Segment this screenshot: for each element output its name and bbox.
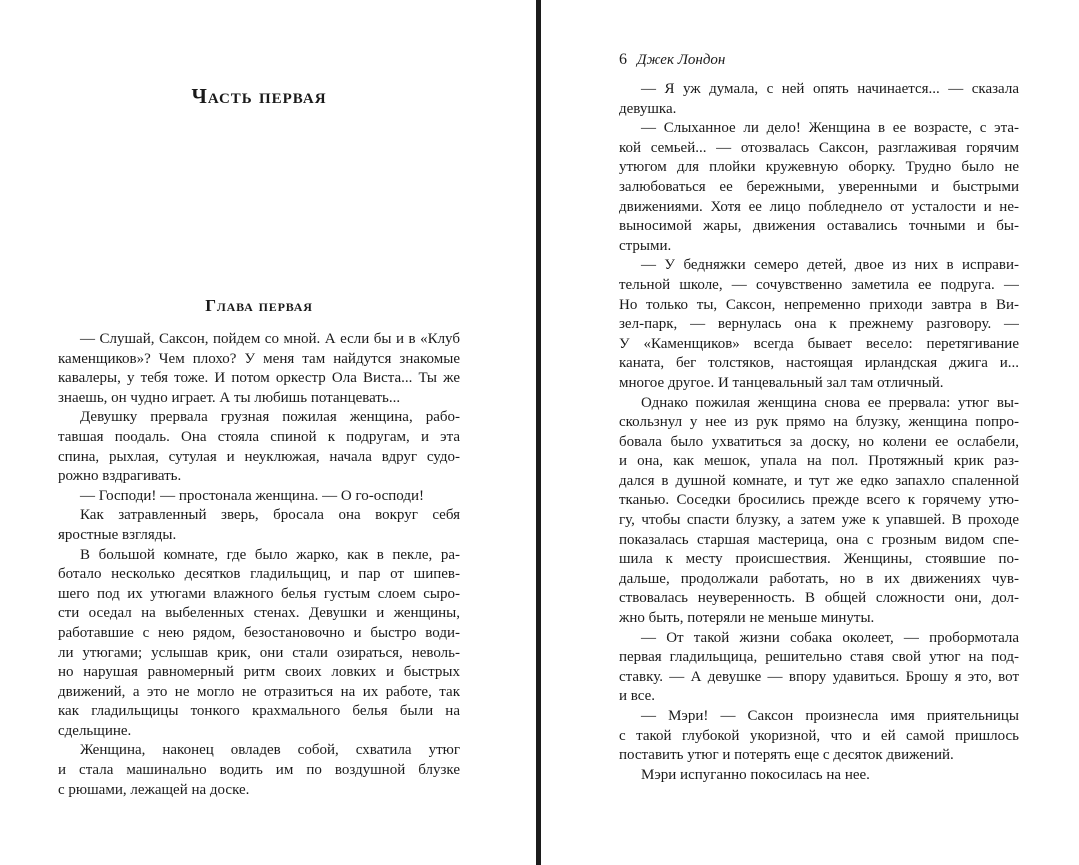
text-line: тельной школе, — сочувственно заметила ее подруга. —: [619, 276, 1019, 293]
text-line: Мэри испуганно покосилась на нее.: [641, 766, 870, 783]
text-line: — Господи! — простонала женщина. — О го-осподи!: [80, 487, 425, 504]
part-title: Часть первая: [191, 84, 327, 108]
left-page: [58, 0, 460, 865]
text-line: каната, бег толстяков, настоящая ирландская джига и...: [619, 355, 1019, 372]
text-line: поставить утюг и потерять еще с десяток движений.: [619, 747, 954, 764]
left-page-text: [58, 330, 460, 800]
text-line: каменщиков»? Чем плохо? У меня там найдутся знакомые: [58, 350, 460, 367]
text-line: шего под их утюгами влажного белья густым слоем сыро-: [58, 585, 460, 602]
text-line: кой семьей... — отозвалась Саксон, разглаживая горячим: [619, 139, 1019, 156]
text-line: знаешь, он чудно играет. А ты любишь потанцевать...: [58, 389, 401, 406]
right-page-text: [619, 80, 1019, 785]
text-line: показалась старшая мастерица, она с грозным видом спе-: [619, 531, 1019, 548]
text-line: стрыми.: [619, 237, 672, 254]
text-line: сти оседал на выбеленных стенах. Девушки и женщины,: [58, 605, 460, 622]
text-line: скользнул у нее из рук прямо на блузку, женщина попро-: [619, 414, 1019, 431]
text-line: гу, чтобы спасти блузку, а затем уже к упавшей. В проходе: [619, 512, 1019, 529]
text-line: движениями. Хотя ее лицо побледнело от усталости и не-: [619, 198, 1019, 215]
text-line: — Я уж думала, с ней опять начинается... — сказала: [641, 81, 1019, 97]
text-line: дался в душной комнате, и тут же едко запахло спаленной: [619, 472, 1019, 489]
text-line: залюбоваться ее бережными, уверенными и быстрыми: [619, 178, 1019, 195]
text-line: тканью. Соседки бросились прежде всего к горячему утю-: [619, 492, 1019, 509]
text-line: движений, а это не могло не отразиться на их работе, так: [58, 683, 460, 700]
text-line: — Слыханное ли дело! Женщина в ее возрасте, с эта-: [641, 120, 1019, 137]
running-head-author: Джек Лондон: [637, 52, 726, 68]
text-line: с такой глубокой укоризной, что и ей самой пришлось: [619, 727, 1019, 744]
text-line: В большой комнате, где было жарко, как в пекле, ра-: [80, 546, 460, 563]
text-line: выносимой жары, движения оставались точными и бы-: [619, 218, 1019, 235]
text-line: Девушку прервала грузная пожилая женщина, рабо-: [80, 409, 460, 426]
text-line: жно быть, потеряли не меньше минуты.: [619, 610, 875, 627]
text-line: девушка.: [619, 100, 677, 117]
text-line: — От такой жизни собака околеет, — пробормотала: [641, 629, 1019, 646]
text-line: и она, как мешок, упала на пол. Протяжный крик раз-: [619, 453, 1019, 470]
text-line: но нарушая равномерный ритм своих ловких и быстрых: [58, 664, 460, 681]
text-line: и все.: [619, 688, 656, 705]
text-line: дальше, продолжали работать, но в их движениях чув-: [619, 570, 1019, 587]
text-line: ставку. — А девушке — впору удавиться. Брошу я это, вот: [619, 668, 1019, 685]
text-line: ли утюгами; услышав крик, они стали озираться, неволь-: [58, 644, 460, 661]
text-line: ствовалась неуверенность. В общей сложности они, дол-: [619, 590, 1019, 607]
text-line: шила к месту происшествия. Женщины, стоявшие по-: [619, 551, 1019, 568]
text-line: ботало несколько десятков гладильщиц, и пар от шипев-: [58, 566, 460, 583]
text-line: У «Каменщиков» всегда бывает весело: перетягивание: [619, 335, 1019, 352]
text-line: зел-парк, — вернулась она к прежнему разговору. —: [619, 316, 1019, 333]
text-line: — У бедняжки семеро детей, двое из них в исправи-: [641, 257, 1019, 274]
text-line: сдельщине.: [58, 722, 132, 739]
text-line: рожно вздрагивать.: [58, 468, 182, 485]
text-line: первая гладильщица, решительно ставя свой утюг на под-: [619, 649, 1019, 666]
text-line: с рюшами, лежащей на доске.: [58, 781, 250, 798]
text-line: Как затравленный зверь, бросала она вокруг себя: [80, 507, 460, 524]
text-line: и стала машинально водить им по воздушной блузке: [58, 762, 460, 779]
text-line: утюгом для плойки кружевную оборку. Трудно было не: [619, 159, 1019, 176]
running-head: [619, 50, 725, 70]
text-line: бовала было ухватиться за доску, но колени ее ослабели,: [619, 433, 1019, 450]
page-gutter: [536, 0, 541, 865]
text-line: спина, рыхлая, сутулая и неуклюжая, начала вдруг судо-: [58, 448, 460, 465]
text-line: Однако пожилая женщина снова ее прервала: утюг вы-: [641, 394, 1019, 411]
text-line: тавшая поодаль. Она стояла спиной к подругам, и эта: [58, 428, 460, 445]
text-line: многое другое. И танцевальный зал там отличный.: [619, 374, 944, 391]
right-page: [619, 0, 1019, 865]
page-number: 6: [619, 51, 627, 68]
text-line: — Мэри! — Саксон произнесла имя приятельницы: [641, 708, 1019, 724]
text-line: Но только ты, Саксон, непременно приходи завтра в Ви-: [619, 296, 1019, 313]
text-line: как гладильщицы тонкого крахмального белья были на: [58, 703, 460, 720]
chapter-title: Глава первая: [205, 296, 313, 315]
text-line: — Слушай, Саксон, пойдем со мной. А если бы и в «Клуб: [80, 331, 460, 347]
text-line: яростные взгляды.: [58, 526, 177, 543]
text-line: Женщина, наконец овладев собой, схватила утюг: [80, 742, 460, 759]
text-line: работавшие с нею рядом, безостановочно и быстро води-: [58, 624, 460, 641]
text-line: кавалеры, у тебя тоже. И потом оркестр Ола Виста... Ты же: [58, 370, 460, 387]
